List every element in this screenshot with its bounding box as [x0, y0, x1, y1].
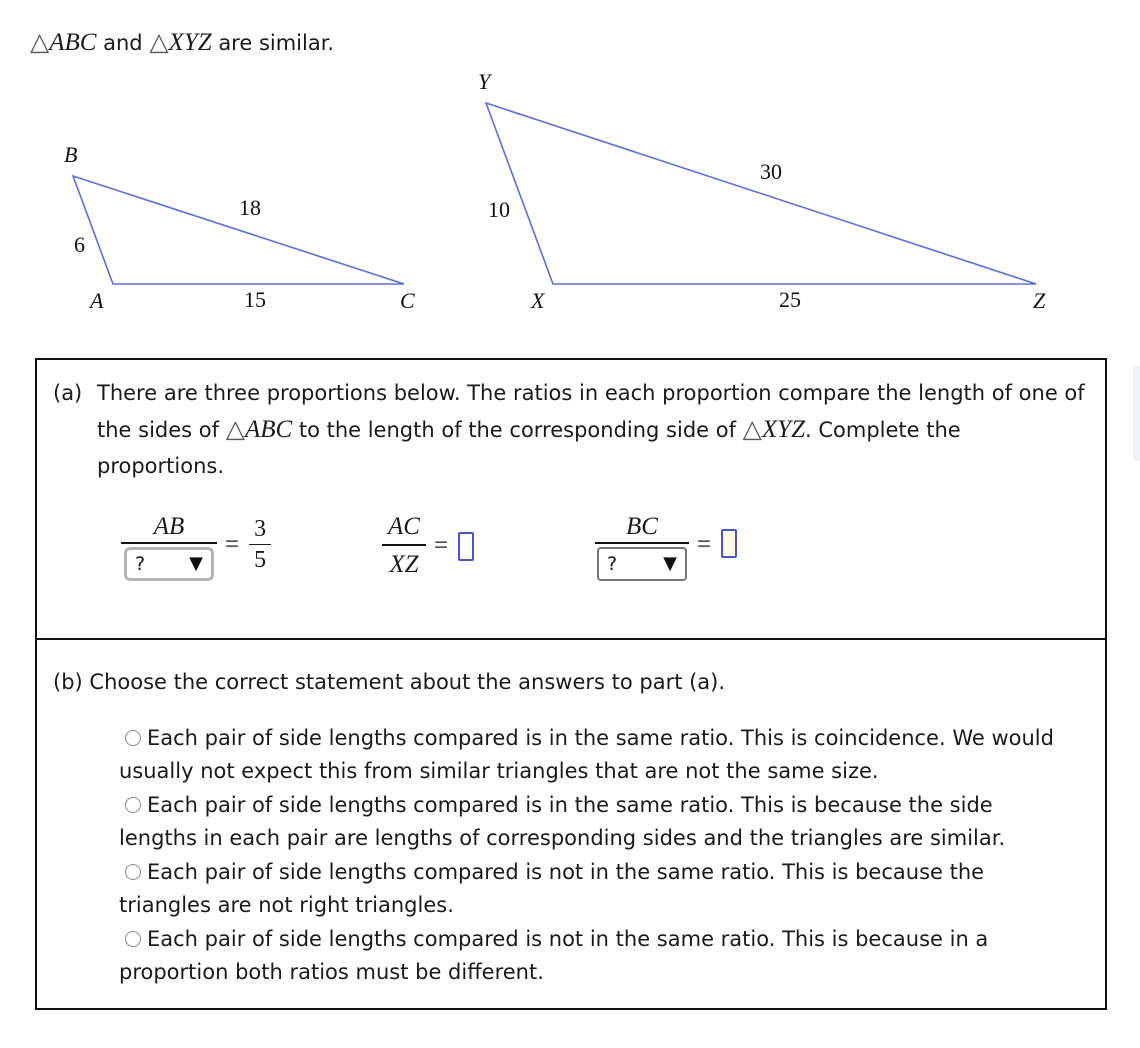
option-1[interactable]: Each pair of side lengths compared is in the same ratio. This is coincidence. We would usually not expect this from similar triangles that are not the same size.: [119, 726, 1054, 783]
radio-button[interactable]: [125, 797, 141, 813]
vertex-z-label: Z: [1033, 288, 1046, 313]
triangle-symbol-icon: △: [149, 27, 169, 56]
ab-denominator-dropdown[interactable]: ? ▼: [124, 547, 214, 581]
radio-button[interactable]: [125, 931, 141, 947]
bc-answer-input[interactable]: [721, 529, 737, 558]
side-xz-length: 25: [779, 287, 801, 312]
vertex-c-label: C: [400, 288, 415, 313]
part-a-prompt: (a) There are three proportions below. The ratios in each proportion compare the length of one of the sides of △ABC to the length of the corresponding side of △XYZ. Complete the proportions.: [53, 381, 1085, 478]
side-ac-length: 15: [244, 287, 266, 312]
answer-options: [119, 722, 1065, 990]
side-xy-length: 10: [488, 197, 510, 222]
radio-button[interactable]: [125, 864, 141, 880]
vertex-b-label: B: [64, 142, 78, 167]
triangle-xyz: [478, 69, 1046, 313]
vertex-x-label: X: [531, 288, 545, 313]
side-ab-length: 6: [74, 232, 85, 257]
triangle-symbol-icon: △: [225, 414, 245, 443]
triangle-symbol-icon: △: [742, 414, 762, 443]
dropdown-caret-icon: ▼: [189, 553, 203, 574]
triangle-abc-label: △ABC: [30, 27, 97, 56]
problem-statement: △ABC and △XYZ are similar.: [30, 27, 335, 56]
side-yz-length: 30: [760, 159, 782, 184]
vertex-y-label: Y: [478, 69, 491, 94]
side-panel-edge: [1133, 366, 1140, 461]
triangle-abc: [64, 142, 415, 313]
part-b-prompt: (b) Choose the correct statement about the answers to part (a).: [53, 670, 726, 694]
ac-answer-input[interactable]: [458, 532, 474, 561]
dropdown-caret-icon: ▼: [663, 553, 677, 574]
triangle-xyz-label: △XYZ: [149, 27, 212, 56]
bc-denominator-dropdown[interactable]: ? ▼: [597, 547, 687, 581]
part-b-panel: [35, 638, 1107, 1010]
option-2[interactable]: Each pair of side lengths compared is in the same ratio. This is because the side lengths in each pair are lengths of corresponding sides and the triangles are similar.: [119, 793, 1006, 850]
proportion-ab: AB ? ▼ = $\frac{3}{5}$: [121, 512, 271, 581]
side-bc-length: 18: [239, 195, 261, 220]
proportion-ac: $\frac{AC}{XZ}$ =: [382, 512, 474, 580]
ab-ratio-value: $\frac{3}{5}$: [249, 514, 271, 576]
triangles-figure: [0, 60, 1140, 320]
part-a-panel: [35, 358, 1107, 640]
vertex-a-label: A: [90, 288, 104, 313]
proportion-bc: BC ? ▼ =: [595, 512, 737, 581]
radio-button[interactable]: [125, 730, 141, 746]
option-4[interactable]: Each pair of side lengths compared is not in the same ratio. This is because in a proportion both ratios must be different.: [119, 927, 989, 984]
option-3[interactable]: Each pair of side lengths compared is not in the same ratio. This is because the triangles are not right triangles.: [119, 860, 985, 917]
triangle-symbol-icon: △: [30, 27, 50, 56]
